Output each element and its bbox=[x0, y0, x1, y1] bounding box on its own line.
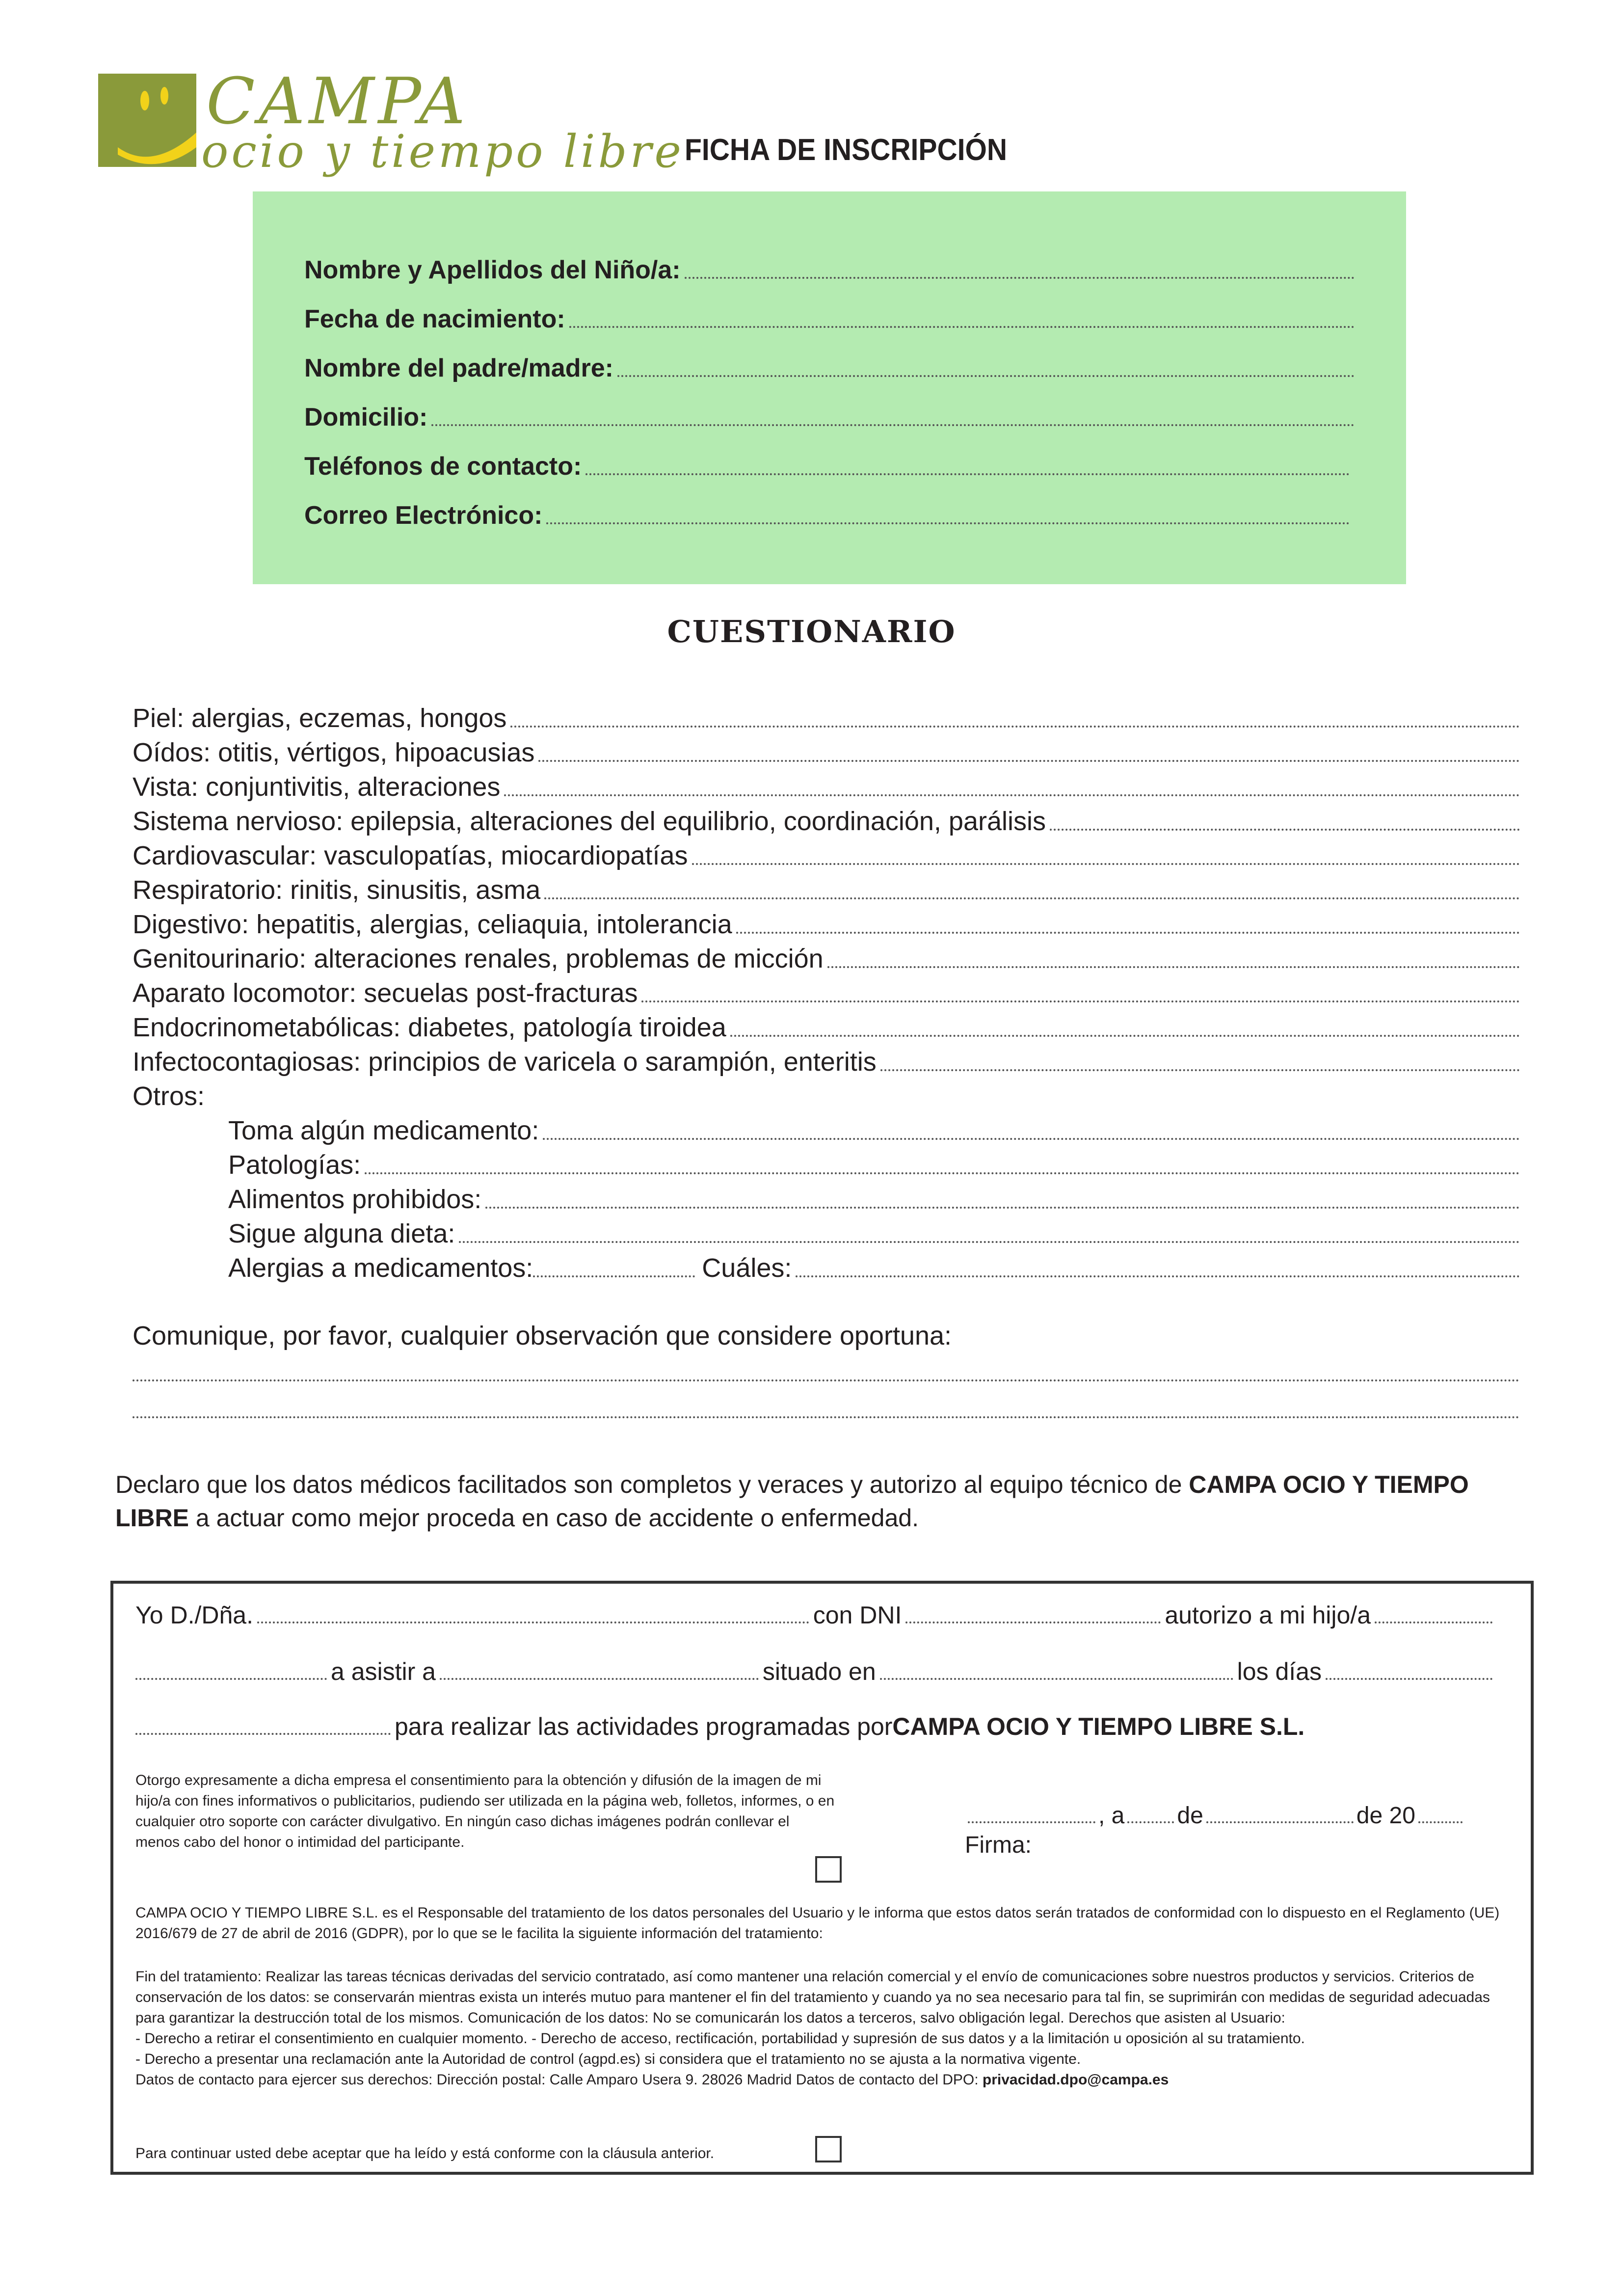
question-forbidden-food[interactable] bbox=[228, 1184, 1520, 1215]
consent-box bbox=[110, 1581, 1534, 2175]
question-label: Cardiovascular: vasculopatías, miocardiopatías bbox=[133, 841, 688, 870]
observations-line-1[interactable] bbox=[133, 1379, 1520, 1381]
realizar-text: para realizar las actividades programadas por bbox=[395, 1713, 893, 1740]
signature-label: Firma: bbox=[965, 1832, 1032, 1858]
question-genitourinary[interactable] bbox=[133, 944, 1520, 974]
question-label: Aparato locomotor: secuelas post-fracturas bbox=[133, 978, 638, 1008]
question-endocrine[interactable] bbox=[133, 1012, 1520, 1043]
parent-name-field[interactable] bbox=[304, 353, 1355, 383]
question-label: Toma algún medicamento: bbox=[228, 1116, 539, 1145]
question-nervous[interactable] bbox=[133, 806, 1520, 837]
question-label: Sistema nervioso: epilepsia, alteraciones del equilibrio, coordinación, parálisis bbox=[133, 807, 1046, 836]
question-label: Genitourinario: alteraciones renales, problemas de micción bbox=[133, 944, 824, 973]
address-field[interactable] bbox=[304, 403, 1355, 432]
birth-date-field[interactable] bbox=[304, 304, 1355, 334]
question-label: Patologías: bbox=[228, 1150, 361, 1180]
yo-label: Yo D./Dña. bbox=[135, 1601, 253, 1629]
privacy-purpose: Fin del tratamiento: Realizar las tareas técnicas derivadas del servicio contratado, así como mantener una relación comercial y el envío de comunicaciones sobre nuestros productos y servicios. Criterios de conservación de los datos: se conservarán mientras exista un interés mutuo para mantener el fin del tratamiento y cuando ya no sea necesario para tal fin, se suprimirán con medidas de seguridad adecuadas para garantizar la destrucción total de los mismos. Comunicación de los datos: No se comunicarán los datos a terceros, salvo obligación legal. Derechos que asisten al Usuario: bbox=[135, 1969, 1490, 2026]
personal-data-box bbox=[253, 191, 1406, 584]
dias-label: los días bbox=[1237, 1658, 1322, 1685]
question-label: Piel: alergias, eczemas, hongos bbox=[133, 703, 507, 733]
question-diet[interactable] bbox=[228, 1218, 1520, 1249]
date-de20-label: de 20 bbox=[1356, 1803, 1415, 1829]
field-label: Nombre del padre/madre: bbox=[304, 354, 613, 382]
question-cardio[interactable] bbox=[133, 840, 1520, 871]
observations-label: Comunique, por favor, cualquier observación que considere oportuna: bbox=[133, 1321, 952, 1351]
child-name-field[interactable] bbox=[304, 255, 1355, 285]
declaration-company: CAMPA OCIO Y TIEMPO LIBRE bbox=[115, 1471, 1469, 1532]
question-respiratory[interactable] bbox=[133, 875, 1520, 905]
date-a-label: , a bbox=[1098, 1803, 1125, 1829]
question-skin[interactable] bbox=[133, 703, 1520, 733]
observations-line-2[interactable] bbox=[133, 1416, 1520, 1418]
question-medication[interactable] bbox=[228, 1115, 1520, 1146]
consent-line-3[interactable] bbox=[135, 1712, 1304, 1741]
image-consent-text: Otorgo expresamente a dicha empresa el consentimiento para la obtención y difusión de la imagen de mi hijo/a con fines informativos o publicitarios, pudiendo ser utilizada en la página web, folletos, informes, o en cualquier otro soporte con carácter divulgativo. En ningún caso dichas imágenes podrán conllevar el menos cabo del honor o intimidad del participante. bbox=[135, 1772, 835, 1850]
phone-field[interactable] bbox=[304, 452, 1350, 481]
logo-mark bbox=[98, 74, 196, 167]
date-line[interactable] bbox=[965, 1802, 1465, 1829]
privacy-body bbox=[135, 1967, 1510, 2090]
consent-line-2[interactable] bbox=[135, 1657, 1496, 1686]
question-locomotor[interactable] bbox=[133, 978, 1520, 1008]
date-de-label: de bbox=[1177, 1803, 1203, 1829]
dni-label: con DNI bbox=[813, 1601, 902, 1629]
question-pathologies[interactable] bbox=[228, 1150, 1520, 1180]
field-label: Correo Electrónico: bbox=[304, 501, 543, 530]
realizar-company: CAMPA OCIO Y TIEMPO LIBRE S.L. bbox=[892, 1713, 1305, 1740]
email-field[interactable] bbox=[304, 501, 1350, 530]
logo-name: CAMPA bbox=[206, 64, 469, 138]
privacy-contact bbox=[135, 2070, 1510, 2090]
question-infectious[interactable] bbox=[133, 1047, 1520, 1077]
asistir-label: a asistir a bbox=[331, 1658, 436, 1685]
logo-tagline: ocio y tiempo libre bbox=[201, 125, 684, 178]
question-label: Alimentos prohibidos: bbox=[228, 1185, 482, 1214]
accept-checkbox[interactable] bbox=[815, 2136, 842, 2162]
accept-text: Para continuar usted debe aceptar que ha leído y está conforme con la cláusula anterior. bbox=[135, 2145, 715, 2161]
autorizo-label: autorizo a mi hijo/a bbox=[1165, 1601, 1371, 1629]
form-title: FICHA DE INSCRIPCIÓN bbox=[685, 133, 1008, 167]
field-label: Fecha de nacimiento: bbox=[304, 305, 565, 333]
question-label: Oídos: otitis, vértigos, hipoacusias bbox=[133, 738, 535, 767]
declaration-text: Declaro que los datos médicos facilitados son completos y veraces y autorizo al equipo técnico de bbox=[115, 1471, 1189, 1498]
privacy-rights-1: - Derecho a retirar el consentimiento en cualquier momento. - Derecho de acceso, rectificación, portabilidad y supresión de sus datos y a la limitación u oposición al su tratamiento. bbox=[135, 2030, 1305, 2047]
declaration-text-end: a actuar como mejor proceda en caso de accidente o enfermedad. bbox=[189, 1504, 919, 1532]
question-digestive[interactable] bbox=[133, 909, 1520, 940]
question-vision[interactable] bbox=[133, 772, 1520, 802]
question-label: Digestivo: hepatitis, alergias, celiaquia, intolerancia bbox=[133, 910, 732, 939]
consent-line-1[interactable] bbox=[135, 1601, 1496, 1629]
image-consent-checkbox[interactable] bbox=[815, 1856, 842, 1883]
otros-label: Otros: bbox=[133, 1081, 205, 1111]
field-label: Nombre y Apellidos del Niño/a: bbox=[304, 256, 681, 284]
privacy-intro: CAMPA OCIO Y TIEMPO LIBRE S.L. es el Responsable del tratamiento de los datos personales del Usuario y le informa que estos datos serán tratados de conformidad con lo dispuesto en el Reglamento (UE) 2016/679 de 27 de abril de 2016 (GDPR), por lo que se le facilita la siguiente información del tratamiento: bbox=[135, 1905, 1500, 1942]
field-label: Teléfonos de contacto: bbox=[304, 452, 582, 481]
question-label: Alergias a medicamentos: bbox=[228, 1253, 533, 1283]
which-label: Cuáles: bbox=[702, 1253, 792, 1283]
field-label: Domicilio: bbox=[304, 403, 428, 432]
medical-declaration bbox=[115, 1468, 1548, 1535]
privacy-rights-2: - Derecho a presentar una reclamación ante la Autoridad de control (agpd.es) si considera que el tratamiento no se ajusta a la normativa vigente. bbox=[135, 2051, 1081, 2067]
situado-label: situado en bbox=[762, 1658, 876, 1685]
question-label: Vista: conjuntivitis, alteraciones bbox=[133, 772, 501, 802]
question-label: Endocrinometabólicas: diabetes, patología tiroidea bbox=[133, 1013, 726, 1042]
question-drug-allergies[interactable] bbox=[228, 1253, 1520, 1283]
privacy-email: privacidad.dpo@campa.es bbox=[982, 2072, 1169, 2088]
question-label: Respiratorio: rinitis, sinusitis, asma bbox=[133, 875, 541, 905]
question-label: Infectocontagiosas: principios de varicela o sarampión, enteritis bbox=[133, 1047, 877, 1077]
question-label: Sigue alguna dieta: bbox=[228, 1219, 455, 1248]
privacy-contact-text: Datos de contacto para ejercer sus derechos: Dirección postal: Calle Amparo Usera 9. 28026 Madrid Datos de contacto del DPO: bbox=[135, 2072, 983, 2088]
questionnaire-title: CUESTIONARIO bbox=[667, 614, 956, 649]
question-ears[interactable] bbox=[133, 737, 1520, 768]
